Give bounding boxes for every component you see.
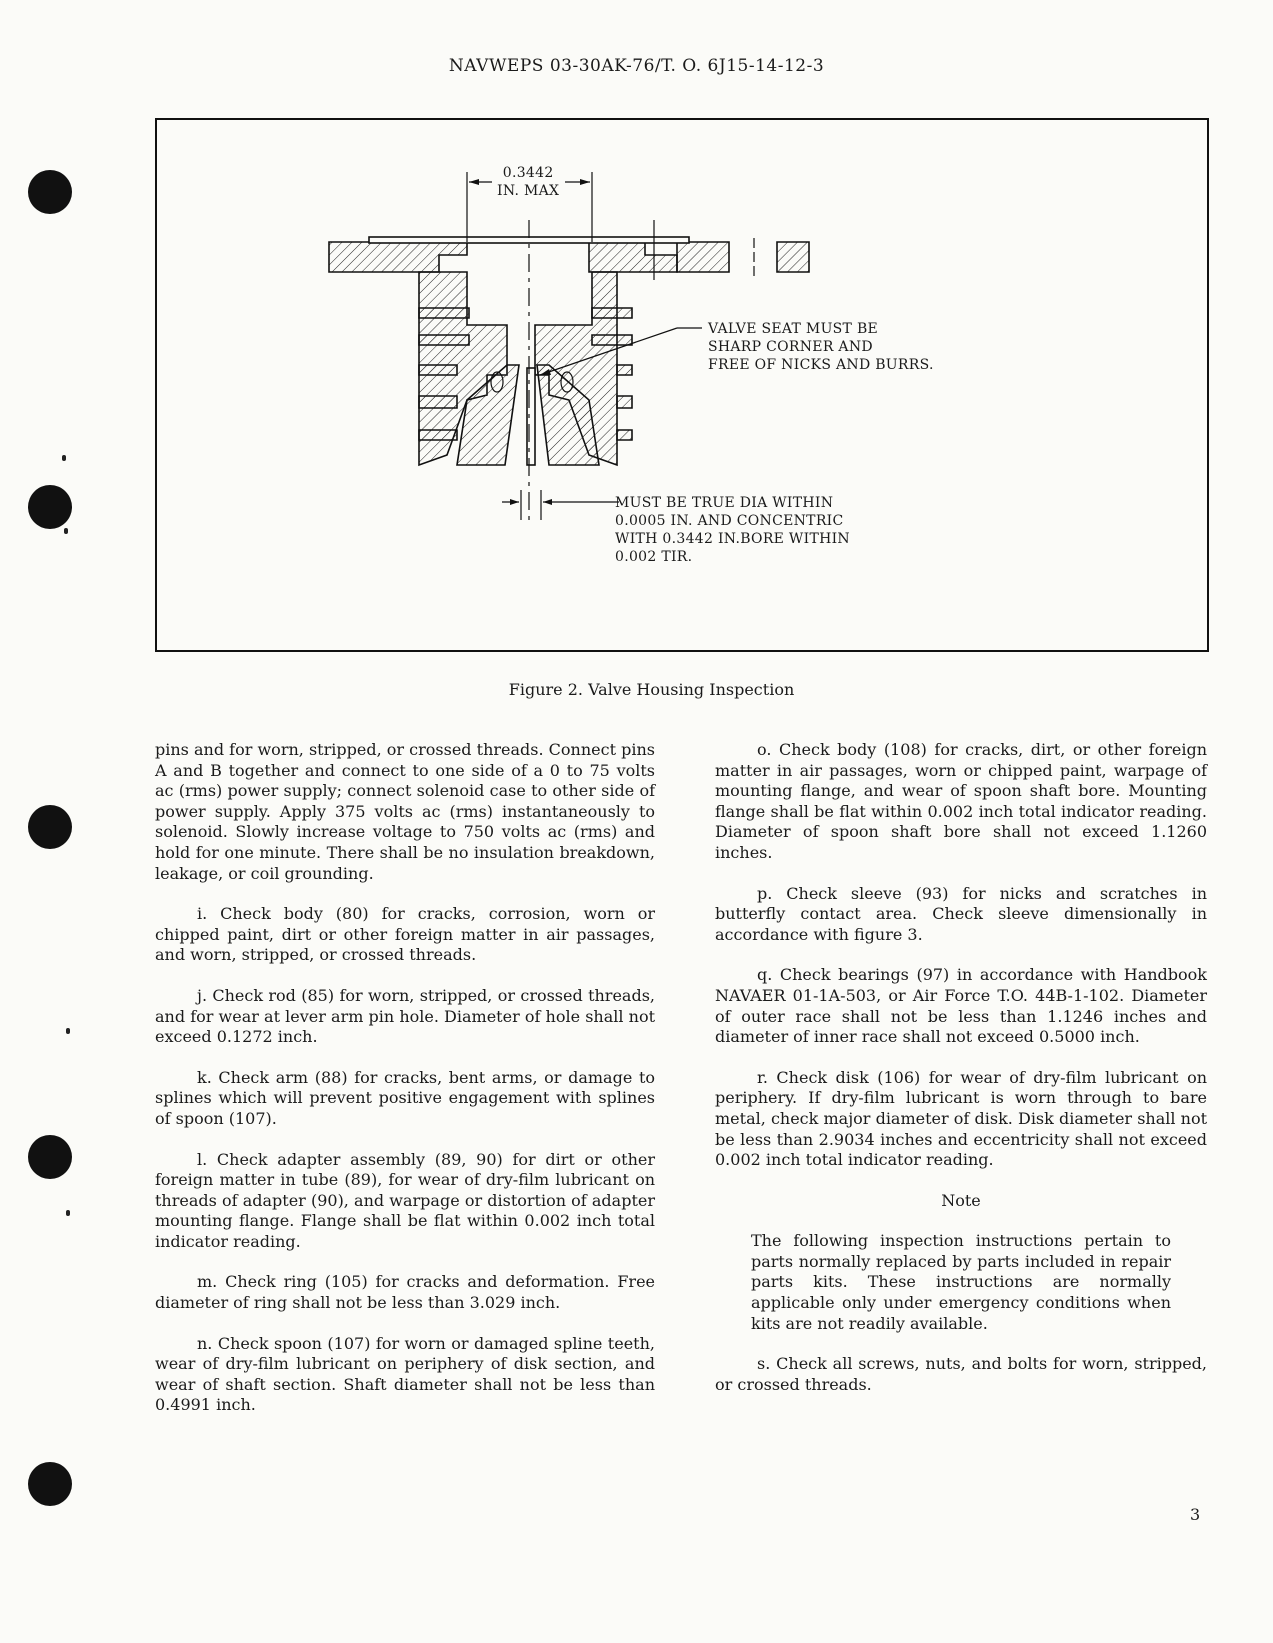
flange-tip-section (777, 242, 809, 272)
note-title: Note (941, 1190, 981, 1210)
fin-left-5 (419, 430, 457, 440)
scan-speck (66, 1028, 70, 1034)
paragraph: j. Check rod (85) for worn, stripped, or crossed threads, and for wear at lever arm pin hole. Diameter of hole shall not exceed 0.1272 inch. (155, 985, 655, 1047)
figure-frame (155, 118, 1209, 652)
fin-right-4 (617, 396, 632, 408)
paragraph: l. Check adapter assembly (89, 90) for dirt or other foreign matter in tube (89), for wear of dry-film lubricant on threads of adapter (90), and warpage or distortion of adapter mounting flange. Flange shall be flat within 0.002 inch total indicator reading. (155, 1149, 655, 1251)
fin-left-2 (419, 335, 469, 345)
fin-left-1 (419, 308, 469, 318)
paragraph: pins and for worn, stripped, or crossed threads. Connect pins A and B together and connect to one side of a 0 to 75 volts ac (rms) power supply; connect solenoid case to other side of power supply. Apply 375 volts ac (rms) instantaneously to solenoid. Slowly increase voltage to 750 volts ac (rms) and hold for one minute. There shall be no insulation breakdown, leakage, or coil grounding. (155, 740, 655, 883)
paragraph: p. Check sleeve (93) for nicks and scratches in butterfly contact area. Check sleeve dimensionally in accordance with figure 3. (715, 883, 1207, 944)
punch-hole (28, 1135, 72, 1179)
arrowhead (543, 499, 552, 505)
dimension-label: 0.3442 IN. MAX (497, 165, 560, 199)
callout-true-dia: MUST BE TRUE DIA WITHIN 0.0005 IN. AND CONCENTRIC WITH 0.3442 IN.BORE WITHIN 0.002 TIR. (615, 495, 850, 565)
fin-right-2 (592, 335, 632, 345)
note-body: The following inspection instructions pertain to parts normally replaced by parts included in repair parts kits. These instructions are normally applicable only under emergency conditions when kits are not readily available. (751, 1231, 1171, 1333)
valve-housing-drawing (157, 120, 1211, 654)
arrowhead (580, 179, 590, 185)
figure-caption: Figure 2. Valve Housing Inspection (508, 680, 795, 699)
punch-hole (28, 170, 72, 214)
paragraph: q. Check bearings (97) in accordance with Handbook NAVAER 01-1A-503, or Air Force T.O. 44B-1-102. Diameter of outer race shall not be less than 1.1246 inches and diameter of inner race shall not exceed 0.5000 inch. (715, 965, 1207, 1047)
paragraph: o. Check body (108) for cracks, dirt, or other foreign matter in air passages, worn or chipped paint, warpage of mounting flange, and wear of spoon shaft bore. Mounting flange shall be flat within 0.002 inch total indicator reading. Diameter of spoon shaft bore shall not exceed 1.1260 inches. (715, 740, 1207, 862)
paragraph: k. Check arm (88) for cracks, bent arms, or damage to splines which will prevent positive engagement with splines of spoon (107). (155, 1067, 655, 1128)
page-number: 3 (1190, 1505, 1201, 1524)
flange-right-section (589, 242, 677, 272)
arrowhead (510, 499, 519, 505)
callout-valve-seat: VALVE SEAT MUST BE SHARP CORNER AND FREE OF NICKS AND BURRS. (708, 321, 934, 373)
fin-right-5 (617, 430, 632, 440)
fin-right-1 (592, 308, 632, 318)
arrowhead (469, 179, 479, 185)
right-column (715, 740, 1207, 1415)
paragraph: s. Check all screws, nuts, and bolts for worn, stripped, or crossed threads. (715, 1354, 1207, 1394)
scan-speck (66, 1210, 70, 1216)
left-column (155, 740, 655, 1436)
punch-hole (28, 805, 72, 849)
punch-hole (28, 485, 72, 529)
paragraph: i. Check body (80) for cracks, corrosion, worn or chipped paint, dirt or other foreign matter in air passages, and worn, stripped, or crossed threads. (155, 904, 655, 965)
scan-speck (62, 455, 66, 461)
paragraph: r. Check disk (106) for wear of dry-film lubricant on periphery. If dry-film lubricant is worn through to bare metal, check major diameter of disk. Disk diameter shall not be less than 2.9034 inches and eccentricity shall not exceed 0.002 inch total indicator reading. (715, 1067, 1207, 1170)
fin-right-3 (617, 365, 632, 375)
flange-left-section (329, 242, 467, 272)
fin-left-3 (419, 365, 457, 375)
punch-hole (28, 1462, 72, 1506)
fin-left-4 (419, 396, 457, 408)
paragraph: m. Check ring (105) for cracks and deformation. Free diameter of ring shall not be less than 3.029 inch. (155, 1272, 655, 1313)
bore-gap (527, 368, 535, 465)
flange-far-right-section (677, 242, 729, 272)
document-header: NAVWEPS 03-30AK-76/T. O. 6J15-14-12-3 (448, 56, 825, 76)
scan-speck (64, 528, 68, 534)
paragraph: n. Check spoon (107) for worn or damaged spline teeth, wear of dry-film lubricant on periphery of disk section, and wear of shaft section. Shaft diameter shall not be less than 0.4991 inch. (155, 1333, 655, 1415)
